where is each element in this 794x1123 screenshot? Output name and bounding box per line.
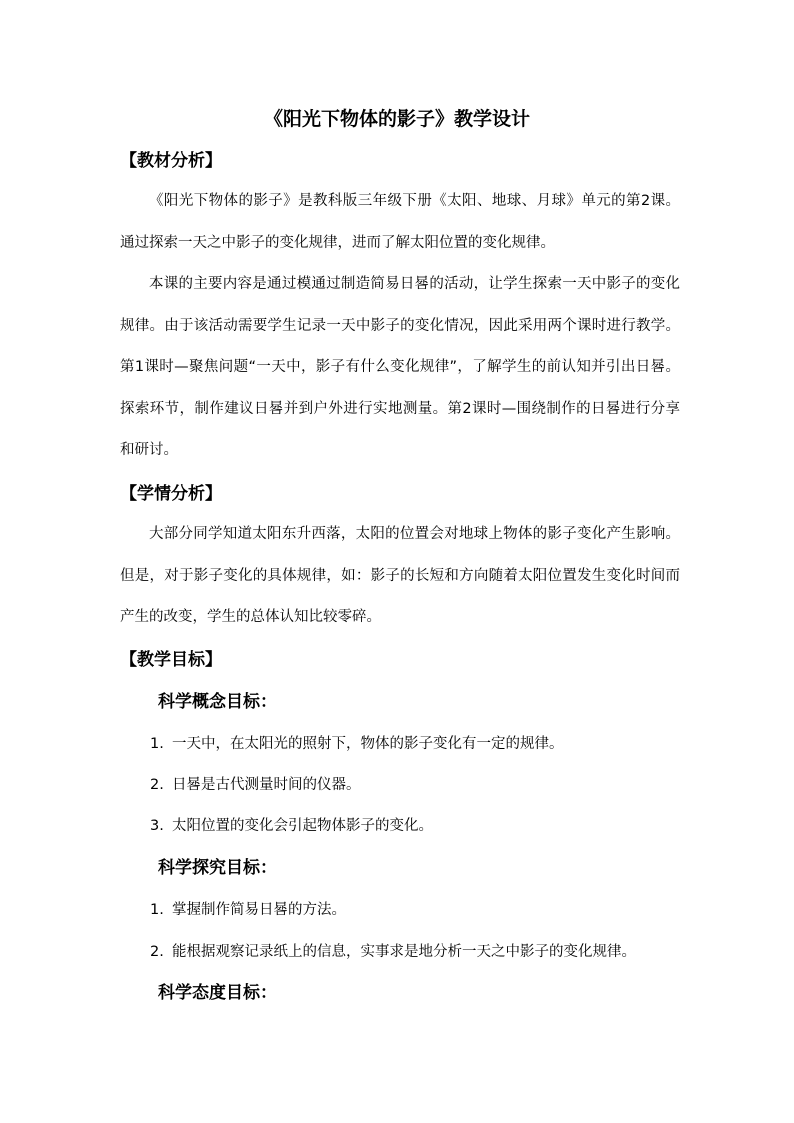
list-item-number: 3.	[150, 818, 164, 834]
list-item	[150, 941, 636, 963]
paragraph-textbook-analysis-1: 《阳光下物体的影子》是教科版三年级下册《太阳、地球、月球》单元的第2课。通过探索一天之中影子的变化规律，进而了解太阳位置的变化规律。	[120, 193, 680, 251]
document-title: 《阳光下物体的影子》教学设计	[263, 108, 530, 130]
list-item-text: 日晷是古代测量时间的仪器。	[172, 777, 361, 793]
list-item-text: 太阳位置的变化会引起物体影子的变化。	[172, 818, 433, 834]
list-item-text: 一天中，在太阳光的照射下，物体的影子变化有一定的规律。	[172, 736, 564, 752]
subheading-concept-goals: 科学概念目标：	[158, 692, 277, 712]
list-item	[150, 774, 361, 796]
paragraph-textbook-analysis-2: 本课的主要内容是通过模通过制造简易日晷的活动，让学生探索一天中影子的变化规律。由于该活动需要学生记录一天中影子的变化情况，因此采用两个课时进行教学。第1课时—聚焦问题“一天中，影子有什么变化规律”，了解学生的前认知并引出日晷。探索环节，制作建议日晷并到户外进行实地测量。第2课时—围绕制作的日晷进行分享和研讨。	[120, 276, 680, 459]
subheading-inquiry-goals: 科学探究目标：	[158, 858, 277, 878]
section-heading-textbook-analysis: 【教材分析】	[120, 151, 222, 171]
paragraph-student-analysis-1: 大部分同学知道太阳东升西落，太阳的位置会对地球上物体的影子变化产生影响。但是，对于影子变化的具体规律，如：影子的长短和方向随着太阳位置发生变化时间而产生的改变，学生的总体认知比较零碎。	[120, 526, 680, 626]
list-item-text: 掌握制作简易日晷的方法。	[172, 902, 346, 918]
list-item-number: 1.	[150, 902, 164, 918]
list-item-number: 2.	[150, 777, 164, 793]
list-item-number: 2.	[150, 944, 164, 960]
list-item-text: 能根据观察记录纸上的信息，实事求是地分析一天之中影子的变化规律。	[172, 944, 636, 960]
subheading-attitude-goals: 科学态度目标：	[158, 983, 277, 1003]
list-item	[150, 815, 433, 837]
section-heading-teaching-goals: 【教学目标】	[120, 650, 222, 670]
section-heading-student-analysis: 【学情分析】	[120, 484, 222, 504]
list-item	[150, 899, 346, 921]
list-item	[150, 733, 564, 755]
list-item-number: 1.	[150, 736, 164, 752]
